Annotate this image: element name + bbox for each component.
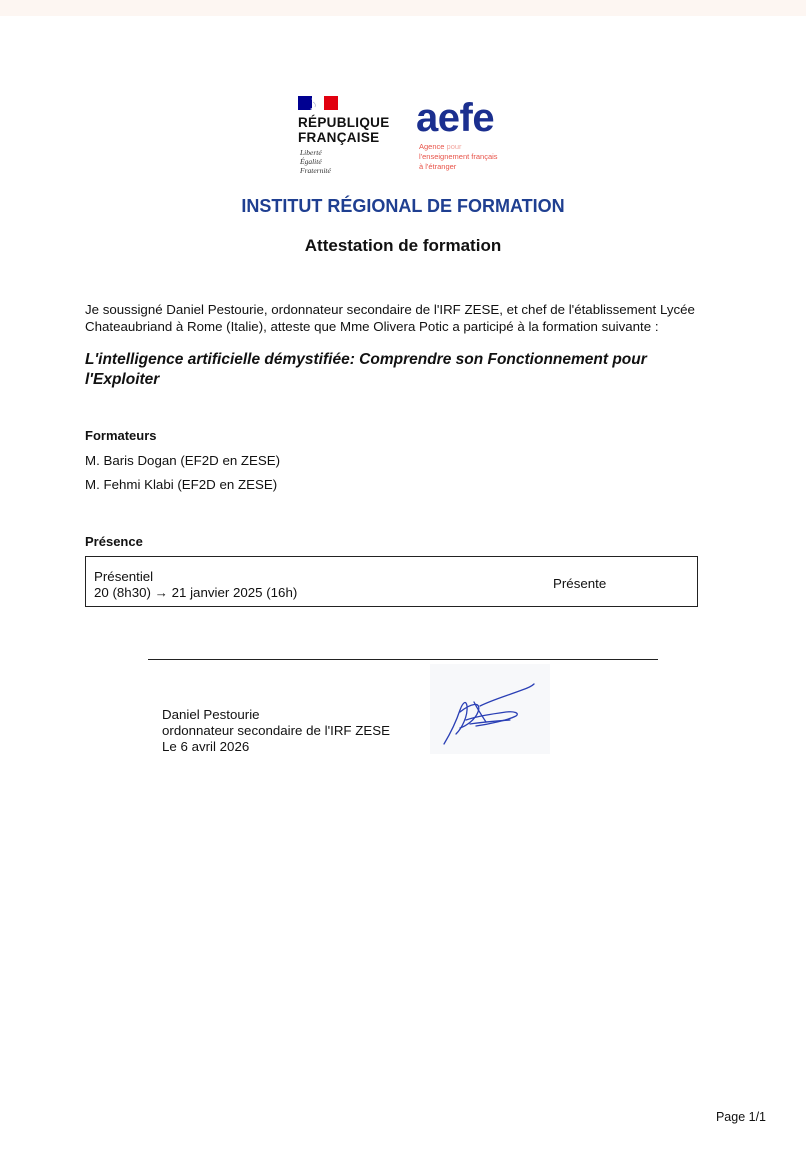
republique-francaise-name <box>298 115 390 145</box>
rf-motto-line2: Égalité <box>300 157 322 166</box>
trainer-item: M. Baris Dogan (EF2D en ZESE) <box>85 453 281 468</box>
handwritten-signature <box>430 664 550 754</box>
aefe-logo <box>416 98 516 178</box>
intro-line1: Je soussigné Daniel Pestourie, ordonnateur secondaire de l'IRF ZESE, et chef de l'établissement Lycée <box>85 302 695 317</box>
rf-motto-line1: Liberté <box>300 148 322 157</box>
aefe-tagline-pour: pour <box>446 142 462 151</box>
rf-motto-line3: Fraternité <box>300 166 331 175</box>
intro-line2: Chateaubriand à Rome (Italie), atteste que Mme Olivera Potic a participé à la formation suivante : <box>85 319 659 334</box>
trainer-item: M. Fehmi Klabi (EF2D en ZESE) <box>85 477 278 492</box>
presence-table <box>85 556 698 607</box>
aefe-tagline-agence: Agence <box>419 142 445 151</box>
signature-date: Le 6 avril 2026 <box>162 739 250 754</box>
signature-divider <box>148 659 658 660</box>
aefe-tagline <box>419 142 498 172</box>
aefe-tagline-line2: l'enseignement français <box>419 152 498 161</box>
page-number: Page 1/1 <box>715 1110 766 1124</box>
aefe-tagline-line3: à l'étranger <box>419 162 457 171</box>
top-strip <box>0 0 806 16</box>
marianne-flag-icon <box>298 96 338 110</box>
signatory-block <box>162 707 390 755</box>
institute-title: INSTITUT RÉGIONAL DE FORMATION <box>241 196 565 216</box>
course-title-line1: L'intelligence artificielle démystifiée: Comprendre son Fonctionnement pour <box>85 351 647 368</box>
signatory-role: ordonnateur secondaire de l'IRF ZESE <box>162 723 390 738</box>
rf-name-line2: FRANÇAISE <box>298 130 380 145</box>
presence-dates: 20 (8h30) → 21 janvier 2025 (16h) <box>94 585 298 600</box>
rf-name-line1: RÉPUBLIQUE <box>298 115 390 130</box>
republique-francaise-logo <box>298 96 408 182</box>
republique-francaise-motto <box>300 148 331 175</box>
course-title <box>85 350 725 390</box>
presence-status: Présente <box>553 576 607 591</box>
presence-heading: Présence <box>85 534 143 549</box>
trainers-heading: Formateurs <box>85 428 157 443</box>
intro-paragraph <box>85 301 735 335</box>
document-title: Attestation de formation <box>304 236 502 255</box>
course-title-line2: l'Exploiter <box>85 371 160 388</box>
signatory-name: Daniel Pestourie <box>162 707 260 722</box>
presence-mode: Présentiel <box>94 569 154 584</box>
aefe-wordmark: aefe <box>416 96 495 140</box>
